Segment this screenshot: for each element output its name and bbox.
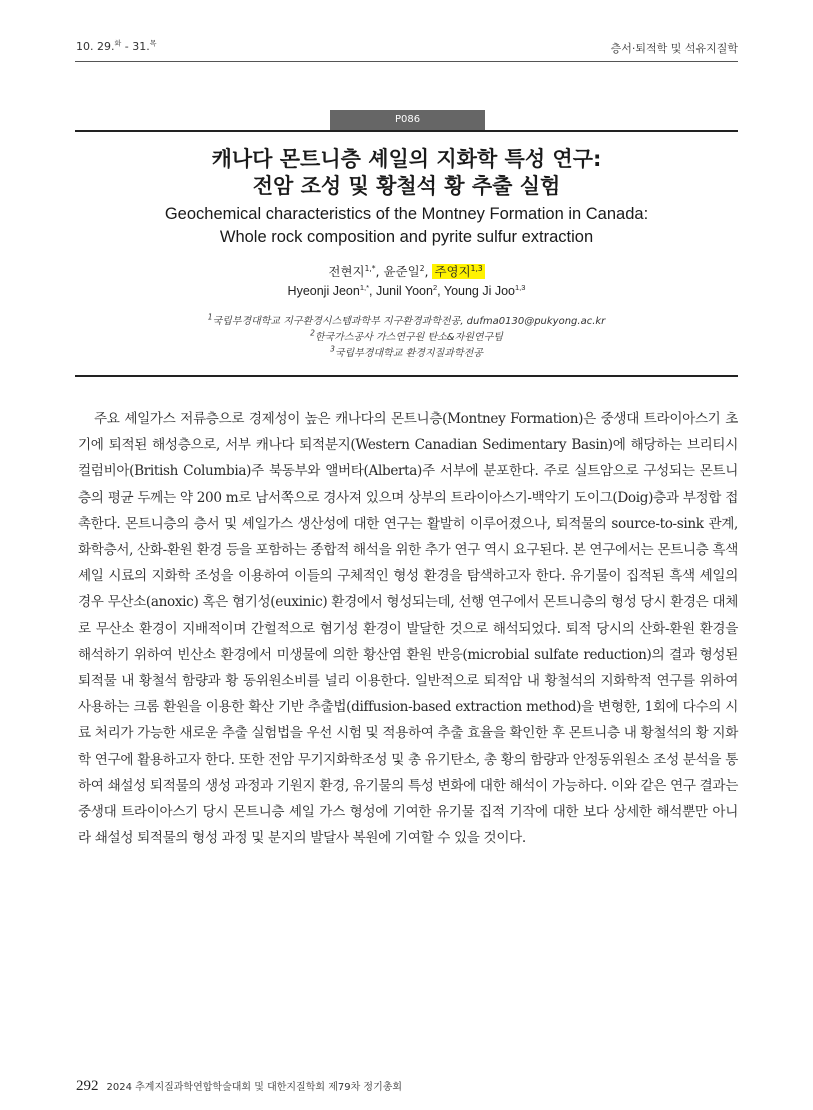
affiliation-number: 1: [207, 312, 213, 322]
affiliation-text: 국립부경대학교 환경지질과학전공: [334, 348, 483, 359]
author-ko-sup: 2: [419, 263, 425, 273]
korean-title-line2: 전암 조성 및 황철석 황 추출 실험: [252, 174, 561, 198]
author-ko-sup: 1,*: [364, 263, 376, 273]
affiliation-number: 3: [330, 344, 335, 354]
korean-title-line1: 캐나다 몬트니층 셰일의 지화학 특성 연구:: [211, 147, 602, 171]
affiliation-text: 한국가스공사 가스연구원 탄소&자원연구팀: [314, 332, 503, 343]
author-ko-3-highlighted: [432, 264, 484, 279]
affiliation-1: [75, 312, 738, 327]
author-en-name: Hyeonji Jeon: [287, 284, 360, 298]
header-divider: [75, 61, 738, 62]
author-separator: ,: [375, 264, 384, 279]
page-number: 292: [76, 1078, 99, 1094]
author-ko-name: 주영지: [434, 264, 471, 279]
author-ko-2: [383, 264, 432, 279]
title-bottom-rule: [75, 375, 738, 377]
author-separator: ,: [369, 284, 376, 298]
author-en-2: [376, 284, 444, 298]
author-separator: ,: [424, 264, 433, 279]
author-en-sup: 2: [432, 282, 438, 292]
korean-title: [75, 146, 738, 200]
author-separator: ,: [437, 284, 444, 298]
author-en-sup: 1,3: [515, 282, 526, 292]
title-top-rule: [75, 130, 738, 132]
english-title-line2: Whole rock composition and pyrite sulfur extraction: [219, 228, 594, 246]
conference-name: 2024 추계지질과학연합학술대회 및 대한지질학회 제79차 정기총회: [106, 1082, 403, 1093]
header-date-day1: 화: [114, 39, 122, 48]
abstract-body: 주요 셰일가스 저류층으로 경제성이 높은 캐나다의 몬트니층(Montney Formation)은 중생대 트라이아스기 초기에 퇴적된 해성층으로, 서부 캐나다 퇴적분지(Western Canadian Sedimentary Basin)에 해당하는 브리티시컬럼비아(British Columbia)주 북동부와 앨버타(Alberta)주 서부에 분포한다. 주로 실트암으로 구성되는 몬트니층의 평균 두께는 약 200 m로 남서쪽으로 경사져 있으며 상부의 트라이아스기-백악기 도이그(Doig)층과 부정합 접촉한다. 몬트니층의 층서 및 셰일가스 생산성에 대한 연구는 활발히 이루어졌으나, 퇴적물의 source-to-sink 관계, 화학층서, 산화-환원 환경 등을 포함하는 종합적 해석을 위한 추가 연구 역시 요구된다. 본 연구에서는 몬트니층 흑색 셰일 시료의 지화학 조성을 이용하여 이들의 구체적인 형성 환경을 탐색하고자 한다. 유기물이 집적된 흑색 셰일의 경우 무산소(anoxic) 혹은 혐기성(euxinic) 환경에서 형성되는데, 선행 연구에서 몬트니층의 형성 당시 환경은 대체로 무산소 환경이 지배적이며 간헐적으로 혐기성 환경이 발달한 것으로 해석되었다. 퇴적 당시의 산화-환원 환경을 해석하기 위하여 빈산소 환경에서 미생물에 의한 황산염 환원 반응(microbial sulfate reduction)의 결과 형성된 퇴적물 내 황철석 함량과 황 동위원소비를 널리 이용한다. 일반적으로 퇴적암 내 황철석의 지화학적 연구를 위하여 사용하는 크롬 환원을 이용한 확산 기반 추출법(diffusion-based extraction method)을 변형한, 1회에 다수의 시료 처리가 가능한 새로운 추출 실험법을 우선 시험 및 적용하여 추출 효율을 확인한 후 몬트니층 내 황철석의 황 지화학 연구에 활용하고자 한다. 또한 전암 무기지화학조성 및 총 유기탄소, 총 황의 함량과 안정동위원소 조성 분석을 통하여 쇄설성 퇴적물의 생성 과정과 기원지 환경, 유기물의 특성 변화에 대한 해석이 가능하다. 이와 같은 연구 결과는 중생대 트라이아스기 당시 몬트니층 셰일 가스 형성에 기여한 유기물 집적 기작에 대한 보다 상세한 해석뿐만 아니라 쇄설성 퇴적물의 형성 과정 및 분지의 발달사 복원에 기여할 수 있을 것이다.: [78, 411, 738, 847]
author-en-name: Junil Yoon: [375, 284, 433, 298]
authors-korean: [75, 262, 738, 280]
author-en-name: Young Ji Joo: [443, 284, 515, 298]
authors-english: [75, 284, 738, 298]
author-en-1: [288, 284, 376, 298]
paper-code-badge: P086: [330, 110, 485, 130]
affiliation-3: [75, 344, 738, 359]
author-ko-1: [328, 264, 383, 279]
header-date-main: 10. 29.: [76, 40, 115, 53]
header-date-day2: 목: [149, 39, 157, 48]
author-en-3: [444, 284, 526, 298]
affiliation-number: 2: [310, 328, 315, 338]
english-title: [75, 203, 738, 249]
author-ko-name: 전현지: [328, 264, 365, 279]
affiliation-2: [75, 328, 738, 343]
header-section: 층서·퇴적학 및 석유지질학: [610, 42, 738, 55]
page-footer: [76, 1078, 402, 1095]
header-date: [76, 40, 156, 53]
header-date-sep: - 31.: [121, 40, 150, 53]
author-en-sup: 1,*: [359, 282, 369, 292]
english-title-line1: Geochemical characteristics of the Montney Formation in Canada:: [164, 205, 649, 223]
author-ko-sup: 1,3: [470, 263, 483, 273]
author-ko-name: 윤준일: [383, 264, 420, 279]
affiliation-text: 국립부경대학교 지구환경시스템과학부 지구환경과학전공, dufma0130@pukyong.ac.kr: [212, 316, 606, 327]
